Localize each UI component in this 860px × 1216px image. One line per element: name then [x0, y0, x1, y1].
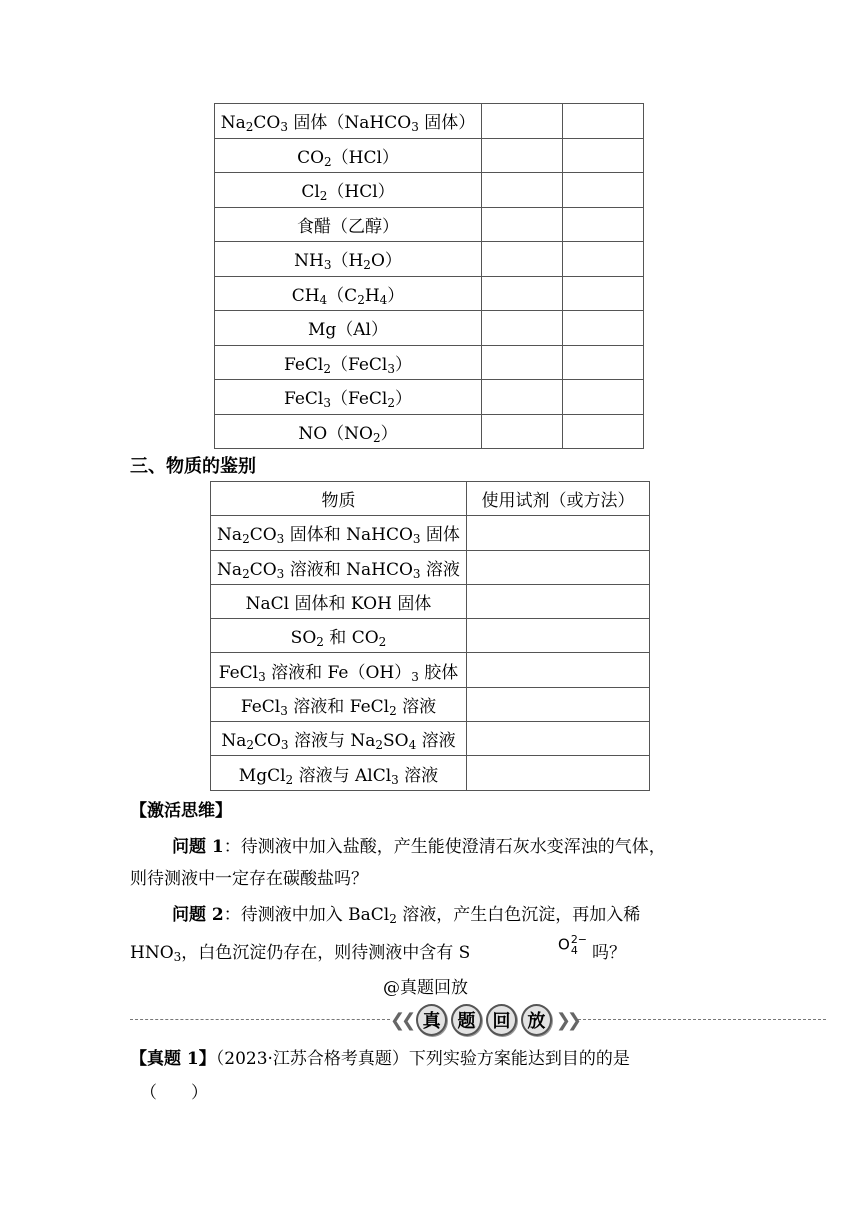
table-row [211, 722, 650, 756]
table-row [215, 414, 644, 449]
table-header-row [211, 482, 650, 516]
question-1-label: 问题 1 [172, 837, 224, 857]
table-row [215, 104, 644, 139]
substance-pair-cell: FeCl$_3$ 溶液和 FeCl$_2$ 溶液 [211, 687, 467, 721]
activate-thinking-heading: 【激活思维】 [130, 801, 232, 821]
ion-base: O [558, 935, 570, 954]
banner-char-1: 真 [416, 1004, 447, 1036]
answer-blank: （ ） [140, 1083, 208, 1103]
section-banner [390, 1003, 578, 1037]
banner-char-2: 题 [451, 1004, 482, 1036]
reagent-answer-cell[interactable] [467, 516, 650, 550]
table-row [215, 345, 644, 380]
mixture-cell: $NO(NO_2)$ [215, 414, 482, 449]
method-cell[interactable] [563, 207, 644, 242]
table-row [211, 619, 650, 653]
method-cell[interactable] [563, 345, 644, 380]
question-1-line-1 [172, 832, 666, 857]
divider-right [578, 1019, 826, 1020]
header-substance: 物质 [211, 482, 467, 516]
mixture-cell: FeCl$_2$（FeCl$_3$） [215, 345, 482, 380]
substance-pair-cell: $Na_2CO_3$ 固体和 NaHCO$_3$ 固体 [211, 516, 467, 550]
reagent-cell[interactable] [482, 345, 563, 380]
table-row [211, 687, 650, 721]
table-row [215, 311, 644, 346]
table-row [215, 242, 644, 277]
method-cell[interactable] [563, 414, 644, 449]
impurity-removal-table [214, 103, 644, 449]
question-2-text-b: 溶液，产生白色沉淀，再加入稀 [396, 905, 641, 925]
substance-pair-cell: $SO_2$ 和 $CO_2$ [211, 619, 467, 653]
table-row [215, 138, 644, 173]
substance-pair-cell: $Na_2CO_3$ 溶液与 $Na_2SO_4$ 溶液 [211, 722, 467, 756]
reagent-answer-cell[interactable] [467, 687, 650, 721]
question-2-label: 问题 2 [172, 905, 224, 925]
substance-pair-cell: NaCl 固体和 KOH 固体 [211, 584, 467, 618]
reagent-cell[interactable] [482, 242, 563, 277]
reagent-cell[interactable] [482, 311, 563, 346]
banner-char-4: 放 [521, 1004, 552, 1036]
exam-source: （2023·江苏合格考真题） [215, 1049, 409, 1069]
mixture-cell: $CO_2(HCl)$ [215, 138, 482, 173]
table-row [215, 207, 644, 242]
reagent-cell[interactable] [482, 138, 563, 173]
reagent-answer-cell[interactable] [467, 653, 650, 687]
header-reagent: 使用试剂（或方法） [467, 482, 650, 516]
mixture-cell: FeCl$_3$（FeCl$_2$） [215, 380, 482, 415]
table-row [211, 756, 650, 790]
mixture-cell: $CH_4(C_2H_4)$ [215, 276, 482, 311]
question-2-line-2: $HNO_3$，白色沉淀仍存在，则待测液中含有 S [130, 943, 471, 964]
mixture-cell: $Cl_2(HCl)$ [215, 173, 482, 208]
reagent-answer-cell[interactable] [467, 584, 650, 618]
question-2-hno: HNO [130, 943, 174, 963]
exam-question [130, 1044, 630, 1069]
mixture-cell: $NH_3(H_2O)$ [215, 242, 482, 277]
table-row [211, 584, 650, 618]
table-row [211, 516, 650, 550]
ion-subscript: 4 [570, 944, 578, 957]
table-row [211, 653, 650, 687]
reagent-answer-cell[interactable] [467, 619, 650, 653]
reagent-answer-cell[interactable] [467, 550, 650, 584]
question-2-text-a: ：待测液中加入 BaCl [223, 905, 390, 925]
substance-pair-cell: MgCl$_2$ 溶液与 AlCl$_3$ 溶液 [211, 756, 467, 790]
double-chevron-right-icon: ❯❯ [555, 1009, 578, 1031]
method-cell[interactable] [563, 380, 644, 415]
question-1-text: ：待测液中加入盐酸，产生能使澄清石灰水变浑浊的气体， [223, 837, 666, 857]
mixture-cell: Mg（Al） [215, 311, 482, 346]
exam-tag: 【真题 1】 [130, 1049, 216, 1069]
double-chevron-left-icon: ❮❮ [390, 1009, 413, 1031]
reagent-answer-cell[interactable] [467, 722, 650, 756]
method-cell[interactable] [563, 311, 644, 346]
table-row [211, 550, 650, 584]
method-cell[interactable] [563, 173, 644, 208]
question-2-line-1: 问题 2：待测液中加入 BaCl$_2$ 溶液，产生白色沉淀，再加入稀 [172, 905, 641, 926]
ion-charge: 2− [570, 933, 588, 946]
question-2-text-c: ，白色沉淀仍存在，则待测液中含有 S [181, 943, 471, 963]
reagent-cell[interactable] [482, 276, 563, 311]
method-cell[interactable] [563, 242, 644, 277]
question-1-line-2: 则待测液中一定存在碳酸盐吗？ [130, 869, 368, 889]
method-cell[interactable] [563, 104, 644, 139]
table-row [215, 173, 644, 208]
reagent-cell[interactable] [482, 173, 563, 208]
question-2-end: 吗？ [592, 943, 626, 963]
review-anchor-link[interactable]: @真题回放 [383, 978, 468, 998]
identification-table [210, 481, 650, 791]
method-cell[interactable] [563, 276, 644, 311]
reagent-cell[interactable] [482, 414, 563, 449]
mixture-cell: $Na_2CO_3$ 固体（NaHCO$_3$ 固体） [215, 104, 482, 139]
substance-pair-cell: $Na_2CO_3$ 溶液和 NaHCO$_3$ 溶液 [211, 550, 467, 584]
substance-pair-cell: FeCl$_3$ 溶液和 $Fe(OH)_3$ 胶体 [211, 653, 467, 687]
reagent-cell[interactable] [482, 380, 563, 415]
sulfate-ion-formula [558, 934, 587, 956]
mixture-cell: 食醋（乙醇） [215, 207, 482, 242]
reagent-cell[interactable] [482, 104, 563, 139]
section-title-identification: 三、物质的鉴别 [130, 456, 256, 477]
table-row [215, 276, 644, 311]
table-row [215, 380, 644, 415]
method-cell[interactable] [563, 138, 644, 173]
exam-question-text: 下列实验方案能达到目的的是 [408, 1049, 630, 1069]
banner-char-3: 回 [486, 1004, 517, 1036]
reagent-cell[interactable] [482, 207, 563, 242]
reagent-answer-cell[interactable] [467, 756, 650, 790]
divider-left [130, 1019, 390, 1020]
